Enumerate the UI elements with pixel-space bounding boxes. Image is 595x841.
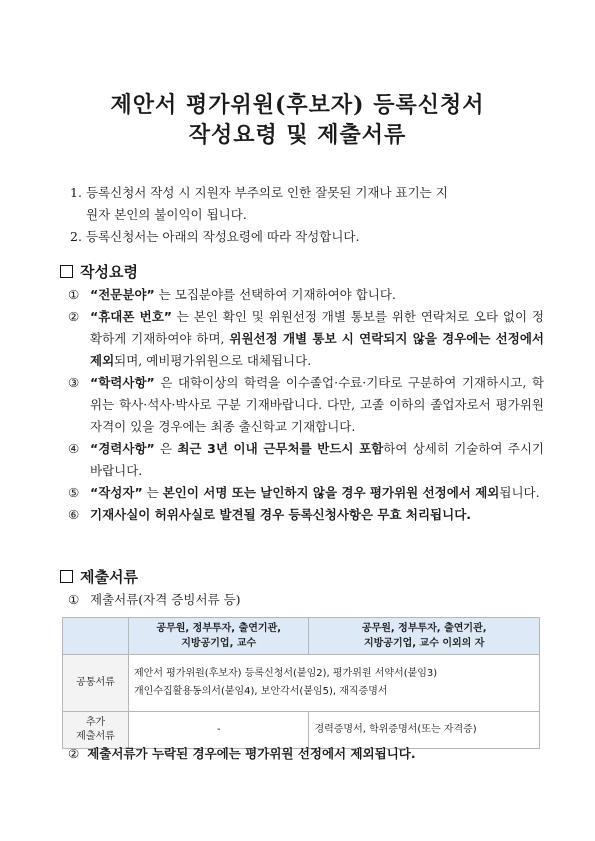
additional-public-cell: - xyxy=(129,712,309,749)
table-row xyxy=(63,712,540,749)
documents-sub-item: ① 제출서류(자격 증빙서류 등) xyxy=(68,592,241,607)
row-label-additional: 추가 제출서류 xyxy=(63,712,129,749)
item-number: ② xyxy=(68,309,80,324)
item-number: ④ xyxy=(68,441,80,456)
intro-item-1: 1. 등록신청서 작성 시 지원자 부주의로 인한 잘못된 기재나 표기는 지 xyxy=(70,185,448,200)
documents-exclusion-note: ② 제출서류가 누락된 경우에는 평가위원 선정에서 제외됩니다. xyxy=(68,746,416,761)
document-subtitle: 작성요령 및 제출서류 xyxy=(188,122,407,148)
guideline-item xyxy=(68,372,544,438)
item-text: “휴대폰 번호” 는 본인 확인 및 위원선정 개별 통보를 위한 연락처로 오타 없이 정확하게 기재하여야 하며, 위원선정 개별 통보 시 연락되지 않을 경우에는 선정에서 제외되며, 예비평가위원으로 대체됩니다. xyxy=(90,309,544,368)
row-label-common: 공통서류 xyxy=(63,655,129,712)
intro-item-1-continued: 원자 본인의 불이익이 됩니다. xyxy=(86,207,247,222)
section-heading-documents: 제출서류 xyxy=(60,566,138,587)
table-header-row xyxy=(63,618,540,655)
table-header-other: 공무원, 정부투자, 출연기관, 지방공기업, 교수 이외의 자 xyxy=(309,618,540,655)
item-number: ③ xyxy=(68,375,80,390)
guideline-item xyxy=(68,284,544,306)
table-header-public: 공무원, 정부투자, 출연기관, 지방공기업, 교수 xyxy=(129,618,309,655)
square-bullet-icon xyxy=(60,265,73,278)
item-number: ⑤ xyxy=(68,485,80,500)
guideline-item xyxy=(68,482,544,504)
item-number: ① xyxy=(68,287,80,302)
table-row xyxy=(63,655,540,712)
section-heading-guidelines: 작성요령 xyxy=(60,261,138,282)
item-text: “전문분야” 는 모집분야를 선택하여 기재하여야 합니다. xyxy=(90,287,396,302)
guideline-item xyxy=(68,504,544,526)
item-text: “학력사항” 은 대학이상의 학력을 이수졸업·수료·기타로 구분하여 기재하시고, 학위는 학사·석사·박사로 구분 기재바랍니다. 다만, 고졸 이하의 졸업자로서 평가위원 자격이 있을 경우에는 최종 출신학교 기재합니다. xyxy=(90,375,544,434)
table-header-blank xyxy=(63,618,129,655)
additional-other-cell: 경력증명서, 학위증명서(또는 자격증) xyxy=(309,712,540,749)
intro-item-2: 2. 등록신청서는 아래의 작성요령에 따라 작성합니다. xyxy=(70,229,360,244)
guideline-item xyxy=(68,306,544,372)
item-text: “경력사항” 은 최근 3년 이내 근무처를 반드시 포함하여 상세히 기술하여 주시기 바랍니다. xyxy=(90,441,544,478)
document-title: 제안서 평가위원(후보자) 등록신청서 xyxy=(110,92,485,118)
guideline-item xyxy=(68,438,544,482)
item-text: 기재사실이 허위사실로 발견될 경우 등록신청사항은 무효 처리됩니다. xyxy=(90,507,472,522)
square-bullet-icon xyxy=(60,570,73,583)
documents-table xyxy=(62,617,540,749)
intro-list xyxy=(70,182,540,248)
item-text: “작성자” 는 본인이 서명 또는 날인하지 않을 경우 평가위원 선정에서 제외됩니다. xyxy=(90,485,540,500)
item-number: ⑥ xyxy=(68,507,80,522)
guideline-list xyxy=(68,284,544,526)
common-documents-cell: 제안서 평가위원(후보자) 등록신청서(붙임2), 평가위원 서약서(붙임3) 개인수집활용동의서(붙임4), 보안각서(붙임5), 재직증명서 xyxy=(129,655,540,712)
